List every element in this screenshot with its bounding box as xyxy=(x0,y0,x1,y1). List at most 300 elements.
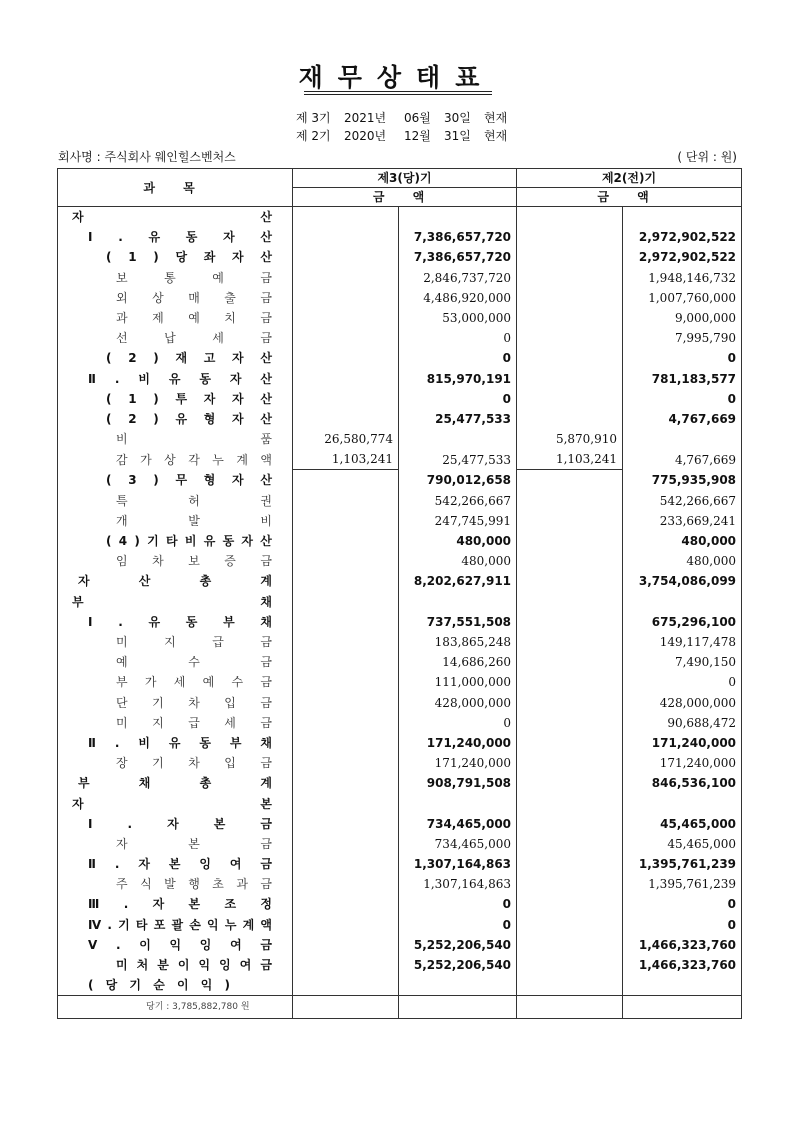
account-cell xyxy=(58,935,293,955)
previous-total-amount: 171,240,000 xyxy=(623,733,742,753)
table-row xyxy=(58,288,742,308)
title-underline xyxy=(304,91,492,92)
previous-total-amount: 0 xyxy=(623,894,742,914)
previous-total-amount: 171,240,000 xyxy=(623,753,742,773)
current-detail-amount xyxy=(293,389,399,409)
previous-total-amount: 0 xyxy=(623,348,742,368)
current-detail-amount xyxy=(293,247,399,267)
table-row xyxy=(58,207,742,228)
current-detail-amount xyxy=(293,207,399,228)
current-total-amount: 25,477,533 xyxy=(399,449,517,470)
current-detail-amount xyxy=(293,854,399,874)
account-cell xyxy=(58,328,293,348)
current-detail-amount xyxy=(293,612,399,632)
current-total-amount: 0 xyxy=(399,894,517,914)
current-total-amount: 53,000,000 xyxy=(399,308,517,328)
previous-detail-amount xyxy=(517,612,623,632)
account-label: 부 채 총 계 xyxy=(78,776,272,791)
account-label: Ⅰ . 유 동 자 산 xyxy=(88,230,272,245)
current-total-amount: 8,202,627,911 xyxy=(399,571,517,591)
previous-detail-amount xyxy=(517,409,623,429)
account-label: 비 품 xyxy=(116,432,272,447)
account-label: Ⅱ . 비 유 동 자 산 xyxy=(88,371,272,386)
account-cell xyxy=(58,288,293,308)
account-label: 예 수 금 xyxy=(116,655,272,670)
previous-detail-amount xyxy=(517,470,623,491)
account-cell xyxy=(58,592,293,612)
previous-total-amount: 1,395,761,239 xyxy=(623,874,742,894)
period-month: 06월 xyxy=(404,111,431,125)
table-row xyxy=(58,632,742,652)
account-cell xyxy=(58,652,293,672)
previous-total-amount: 781,183,577 xyxy=(623,369,742,389)
account-label: Ⅰ . 유 동 부 채 xyxy=(88,614,272,629)
previous-detail-amount xyxy=(517,491,623,511)
previous-detail-amount: 5,870,910 xyxy=(517,429,623,449)
previous-total-amount: 45,465,000 xyxy=(623,814,742,834)
table-row xyxy=(58,491,742,511)
previous-detail-amount xyxy=(517,915,623,935)
previous-total-amount: 7,995,790 xyxy=(623,328,742,348)
previous-detail-amount xyxy=(517,753,623,773)
current-total-amount: 480,000 xyxy=(399,531,517,551)
current-total-amount: 183,865,248 xyxy=(399,632,517,652)
account-cell xyxy=(58,693,293,713)
current-total-amount: 0 xyxy=(399,713,517,733)
current-total-amount: 25,477,533 xyxy=(399,409,517,429)
account-label: Ⅳ . 기 타 포 괄 손 익 누 계 액 xyxy=(88,917,272,932)
current-detail-amount xyxy=(293,551,399,571)
previous-detail-amount xyxy=(517,551,623,571)
account-label: Ⅱ . 비 유 동 부 채 xyxy=(88,735,272,750)
current-detail-amount xyxy=(293,693,399,713)
current-total-amount xyxy=(399,592,517,612)
account-cell xyxy=(58,854,293,874)
current-detail-amount xyxy=(293,652,399,672)
current-detail-amount: 1,103,241 xyxy=(293,449,399,470)
previous-total-amount: 0 xyxy=(623,389,742,409)
previous-total-amount: 1,466,323,760 xyxy=(623,935,742,955)
current-total-amount: 480,000 xyxy=(399,551,517,571)
current-total-amount: 428,000,000 xyxy=(399,693,517,713)
previous-total-amount: 2,972,902,522 xyxy=(623,227,742,247)
current-total-amount: 737,551,508 xyxy=(399,612,517,632)
table-row xyxy=(58,531,742,551)
current-total-amount: 0 xyxy=(399,348,517,368)
table-row xyxy=(58,793,742,813)
period-day: 31일 xyxy=(444,129,471,143)
current-detail-amount xyxy=(293,773,399,793)
account-label: 미 지 급 금 xyxy=(116,635,272,650)
previous-total-amount xyxy=(623,429,742,449)
current-detail-amount xyxy=(293,672,399,692)
account-label: 부 가 세 예 수 금 xyxy=(116,675,272,690)
account-label: ( 2 ) 유 형 자 산 xyxy=(106,411,272,426)
table-row xyxy=(58,854,742,874)
company-name: 회사명 : 주식회사 웨인힐스벤처스 xyxy=(58,150,236,164)
account-cell xyxy=(58,470,293,491)
previous-total-amount: 0 xyxy=(623,915,742,935)
account-cell xyxy=(58,632,293,652)
previous-total-amount: 480,000 xyxy=(623,551,742,571)
current-total-amount: 7,386,657,720 xyxy=(399,227,517,247)
previous-detail-amount xyxy=(517,348,623,368)
current-total-amount: 171,240,000 xyxy=(399,753,517,773)
current-detail-amount xyxy=(293,571,399,591)
current-detail-amount xyxy=(293,955,399,975)
account-cell xyxy=(58,733,293,753)
previous-detail-amount xyxy=(517,834,623,854)
previous-detail-amount xyxy=(517,308,623,328)
current-detail-amount xyxy=(293,308,399,328)
header-current-amount: 금 액 xyxy=(293,188,517,207)
table-row xyxy=(58,571,742,591)
current-total-amount: 14,686,260 xyxy=(399,652,517,672)
previous-detail-amount xyxy=(517,511,623,531)
current-detail-amount xyxy=(293,975,399,996)
table-row xyxy=(58,693,742,713)
account-cell xyxy=(58,511,293,531)
previous-total-amount: 480,000 xyxy=(623,531,742,551)
previous-detail-amount xyxy=(517,814,623,834)
current-detail-amount xyxy=(293,592,399,612)
previous-detail-amount: 1,103,241 xyxy=(517,449,623,470)
account-label: 부 채 xyxy=(72,594,272,609)
previous-detail-amount xyxy=(517,693,623,713)
account-cell xyxy=(58,268,293,288)
current-detail-amount xyxy=(293,511,399,531)
account-cell xyxy=(58,308,293,328)
table-row xyxy=(58,511,742,531)
period-year: 2020년 xyxy=(344,129,387,143)
previous-detail-amount xyxy=(517,592,623,612)
current-total-amount: 0 xyxy=(399,389,517,409)
previous-detail-amount xyxy=(517,652,623,672)
current-detail-amount xyxy=(293,369,399,389)
previous-detail-amount xyxy=(517,975,623,996)
period-year: 2021년 xyxy=(344,111,387,125)
account-cell xyxy=(58,955,293,975)
account-cell xyxy=(58,753,293,773)
current-detail-amount xyxy=(293,227,399,247)
account-label: 장 기 차 입 금 xyxy=(116,756,272,771)
account-cell xyxy=(58,713,293,733)
balance-sheet-table xyxy=(57,168,742,1019)
previous-detail-amount xyxy=(517,369,623,389)
account-cell xyxy=(58,429,293,449)
period-suffix: 현재 xyxy=(484,129,508,143)
current-total-amount xyxy=(399,793,517,813)
account-cell xyxy=(58,551,293,571)
current-detail-amount xyxy=(293,632,399,652)
account-cell xyxy=(58,207,293,228)
account-label: ( 1 ) 투 자 자 산 xyxy=(106,391,272,406)
table-row xyxy=(58,227,742,247)
current-total-amount xyxy=(399,975,517,996)
account-label: 단 기 차 입 금 xyxy=(116,695,272,710)
table-row xyxy=(58,733,742,753)
current-total-amount: 111,000,000 xyxy=(399,672,517,692)
table-row xyxy=(58,592,742,612)
previous-total-amount: 45,465,000 xyxy=(623,834,742,854)
previous-total-amount: 1,948,146,732 xyxy=(623,268,742,288)
current-total-amount xyxy=(399,429,517,449)
title-underline-double xyxy=(304,94,492,95)
account-label: ( 당 기 순 이 익 ) xyxy=(88,978,230,993)
table-row xyxy=(58,713,742,733)
table-row xyxy=(58,814,742,834)
previous-detail-amount xyxy=(517,227,623,247)
previous-total-amount: 775,935,908 xyxy=(623,470,742,491)
current-total-amount: 4,486,920,000 xyxy=(399,288,517,308)
current-detail-amount xyxy=(293,328,399,348)
table-row xyxy=(58,612,742,632)
account-cell xyxy=(58,612,293,632)
account-label: 주 식 발 행 초 과 금 xyxy=(116,877,272,892)
current-period xyxy=(296,109,507,126)
net-income-note: 당기 : 3,785,882,780 원 xyxy=(58,996,293,1019)
account-cell xyxy=(58,672,293,692)
period-term: 제 2기 xyxy=(296,129,331,143)
current-detail-amount xyxy=(293,935,399,955)
previous-detail-amount xyxy=(517,672,623,692)
period-term: 제 3기 xyxy=(296,111,331,125)
previous-total-amount: 542,266,667 xyxy=(623,491,742,511)
empty-cell xyxy=(399,996,517,1019)
previous-total-amount: 675,296,100 xyxy=(623,612,742,632)
previous-detail-amount xyxy=(517,874,623,894)
current-detail-amount xyxy=(293,753,399,773)
account-cell xyxy=(58,531,293,551)
current-detail-amount xyxy=(293,894,399,914)
current-total-amount: 542,266,667 xyxy=(399,491,517,511)
current-detail-amount xyxy=(293,288,399,308)
table-row xyxy=(58,348,742,368)
header-previous-period: 제2(전)기 xyxy=(517,169,742,188)
table-row xyxy=(58,753,742,773)
empty-cell xyxy=(293,996,399,1019)
current-detail-amount xyxy=(293,793,399,813)
account-cell xyxy=(58,247,293,267)
account-cell xyxy=(58,874,293,894)
current-detail-amount xyxy=(293,470,399,491)
previous-detail-amount xyxy=(517,935,623,955)
current-total-amount: 171,240,000 xyxy=(399,733,517,753)
previous-detail-amount xyxy=(517,288,623,308)
previous-total-amount: 1,395,761,239 xyxy=(623,854,742,874)
current-detail-amount xyxy=(293,268,399,288)
table-row xyxy=(58,935,742,955)
account-cell xyxy=(58,814,293,834)
account-label: 외 상 매 출 금 xyxy=(116,290,272,305)
current-detail-amount xyxy=(293,348,399,368)
current-total-amount: 247,745,991 xyxy=(399,511,517,531)
table-row xyxy=(58,449,742,470)
previous-total-amount: 9,000,000 xyxy=(623,308,742,328)
account-label: 특 허 권 xyxy=(116,493,272,508)
empty-cell xyxy=(517,996,623,1019)
account-cell xyxy=(58,449,293,470)
account-cell xyxy=(58,793,293,813)
current-detail-amount: 26,580,774 xyxy=(293,429,399,449)
account-cell xyxy=(58,491,293,511)
account-cell xyxy=(58,894,293,914)
account-cell xyxy=(58,834,293,854)
account-label: 자 본 xyxy=(72,796,272,811)
account-label: 자 산 총 계 xyxy=(78,574,272,589)
table-row xyxy=(58,652,742,672)
account-label: 미 지 급 세 금 xyxy=(116,715,272,730)
current-detail-amount xyxy=(293,531,399,551)
previous-total-amount: 149,117,478 xyxy=(623,632,742,652)
currency-unit: ( 단위 : 원) xyxy=(677,150,737,164)
previous-detail-amount xyxy=(517,389,623,409)
empty-cell xyxy=(623,996,742,1019)
account-label: 과 제 예 치 금 xyxy=(116,311,272,326)
previous-period xyxy=(296,127,507,144)
current-detail-amount xyxy=(293,915,399,935)
previous-total-amount: 846,536,100 xyxy=(623,773,742,793)
account-cell xyxy=(58,915,293,935)
table-row xyxy=(58,894,742,914)
account-label: Ⅰ . 자 본 금 xyxy=(88,816,272,831)
period-month: 12월 xyxy=(404,129,431,143)
previous-total-amount xyxy=(623,207,742,228)
table-row xyxy=(58,369,742,389)
previous-total-amount: 4,767,669 xyxy=(623,449,742,470)
account-label: 자 산 xyxy=(72,210,272,225)
previous-detail-amount xyxy=(517,328,623,348)
account-label: 미 처 분 이 익 잉 여 금 xyxy=(116,958,272,973)
current-total-amount: 908,791,508 xyxy=(399,773,517,793)
previous-total-amount xyxy=(623,793,742,813)
account-label: 임 차 보 증 금 xyxy=(116,554,272,569)
current-total-amount: 0 xyxy=(399,328,517,348)
account-label: Ⅲ . 자 본 조 정 xyxy=(88,897,272,912)
previous-total-amount: 3,754,086,099 xyxy=(623,571,742,591)
previous-detail-amount xyxy=(517,531,623,551)
account-cell xyxy=(58,348,293,368)
table-row xyxy=(58,955,742,975)
account-cell xyxy=(58,975,293,996)
table-row xyxy=(58,834,742,854)
period-suffix: 현재 xyxy=(484,111,508,125)
previous-detail-amount xyxy=(517,632,623,652)
previous-detail-amount xyxy=(517,713,623,733)
table-row xyxy=(58,915,742,935)
current-total-amount: 2,846,737,720 xyxy=(399,268,517,288)
table-row xyxy=(58,773,742,793)
account-label: 보 통 예 금 xyxy=(116,270,272,285)
account-cell xyxy=(58,369,293,389)
current-detail-amount xyxy=(293,713,399,733)
previous-total-amount: 7,490,150 xyxy=(623,652,742,672)
previous-total-amount: 90,688,472 xyxy=(623,713,742,733)
account-cell xyxy=(58,773,293,793)
header-current-period: 제3(당)기 xyxy=(293,169,517,188)
table-row xyxy=(58,470,742,491)
account-label: 감 가 상 각 누 계 액 xyxy=(116,452,272,467)
current-total-amount: 5,252,206,540 xyxy=(399,935,517,955)
previous-total-amount: 233,669,241 xyxy=(623,511,742,531)
table-row xyxy=(58,551,742,571)
page-title: 재무상태표 xyxy=(298,63,495,92)
account-label: Ⅱ . 자 본 잉 여 금 xyxy=(88,857,272,872)
current-detail-amount xyxy=(293,733,399,753)
table-row xyxy=(58,389,742,409)
previous-total-amount: 1,466,323,760 xyxy=(623,955,742,975)
header-previous-amount: 금 액 xyxy=(517,188,742,207)
account-cell xyxy=(58,389,293,409)
period-day: 30일 xyxy=(444,111,471,125)
account-label: Ⅴ . 이 익 잉 여 금 xyxy=(88,937,272,952)
current-total-amount: 734,465,000 xyxy=(399,814,517,834)
previous-detail-amount xyxy=(517,247,623,267)
previous-detail-amount xyxy=(517,894,623,914)
account-label: 선 납 세 금 xyxy=(116,331,272,346)
table-row xyxy=(58,409,742,429)
previous-detail-amount xyxy=(517,268,623,288)
previous-total-amount xyxy=(623,592,742,612)
account-label: ( 4 ) 기 타 비 유 동 자 산 xyxy=(106,534,272,549)
table-row xyxy=(58,308,742,328)
previous-detail-amount xyxy=(517,207,623,228)
current-total-amount: 7,386,657,720 xyxy=(399,247,517,267)
account-label: 개 발 비 xyxy=(116,513,272,528)
previous-detail-amount xyxy=(517,793,623,813)
account-label: ( 2 ) 재 고 자 산 xyxy=(106,351,272,366)
table-row xyxy=(58,975,742,996)
account-label: 자 본 금 xyxy=(116,836,272,851)
current-total-amount: 5,252,206,540 xyxy=(399,955,517,975)
current-total-amount: 1,307,164,863 xyxy=(399,874,517,894)
previous-total-amount: 4,767,669 xyxy=(623,409,742,429)
current-total-amount: 815,970,191 xyxy=(399,369,517,389)
current-detail-amount xyxy=(293,814,399,834)
previous-total-amount: 1,007,760,000 xyxy=(623,288,742,308)
current-detail-amount xyxy=(293,834,399,854)
table-row xyxy=(58,874,742,894)
table-row xyxy=(58,429,742,449)
table-row xyxy=(58,268,742,288)
previous-detail-amount xyxy=(517,571,623,591)
current-total-amount xyxy=(399,207,517,228)
current-total-amount: 1,307,164,863 xyxy=(399,854,517,874)
current-total-amount: 790,012,658 xyxy=(399,470,517,491)
account-cell xyxy=(58,227,293,247)
table-row xyxy=(58,328,742,348)
account-label: ( 3 ) 무 형 자 산 xyxy=(106,473,272,488)
current-total-amount: 0 xyxy=(399,915,517,935)
account-cell xyxy=(58,571,293,591)
previous-total-amount: 2,972,902,522 xyxy=(623,247,742,267)
previous-detail-amount xyxy=(517,955,623,975)
table-row xyxy=(58,672,742,692)
previous-total-amount xyxy=(623,975,742,996)
header-account: 과 목 xyxy=(58,169,293,207)
account-label: ( 1 ) 당 좌 자 산 xyxy=(106,250,272,265)
current-detail-amount xyxy=(293,491,399,511)
current-detail-amount xyxy=(293,874,399,894)
previous-detail-amount xyxy=(517,854,623,874)
previous-total-amount: 428,000,000 xyxy=(623,693,742,713)
table-row xyxy=(58,247,742,267)
current-total-amount: 734,465,000 xyxy=(399,834,517,854)
previous-detail-amount xyxy=(517,733,623,753)
account-cell xyxy=(58,409,293,429)
current-detail-amount xyxy=(293,409,399,429)
previous-detail-amount xyxy=(517,773,623,793)
